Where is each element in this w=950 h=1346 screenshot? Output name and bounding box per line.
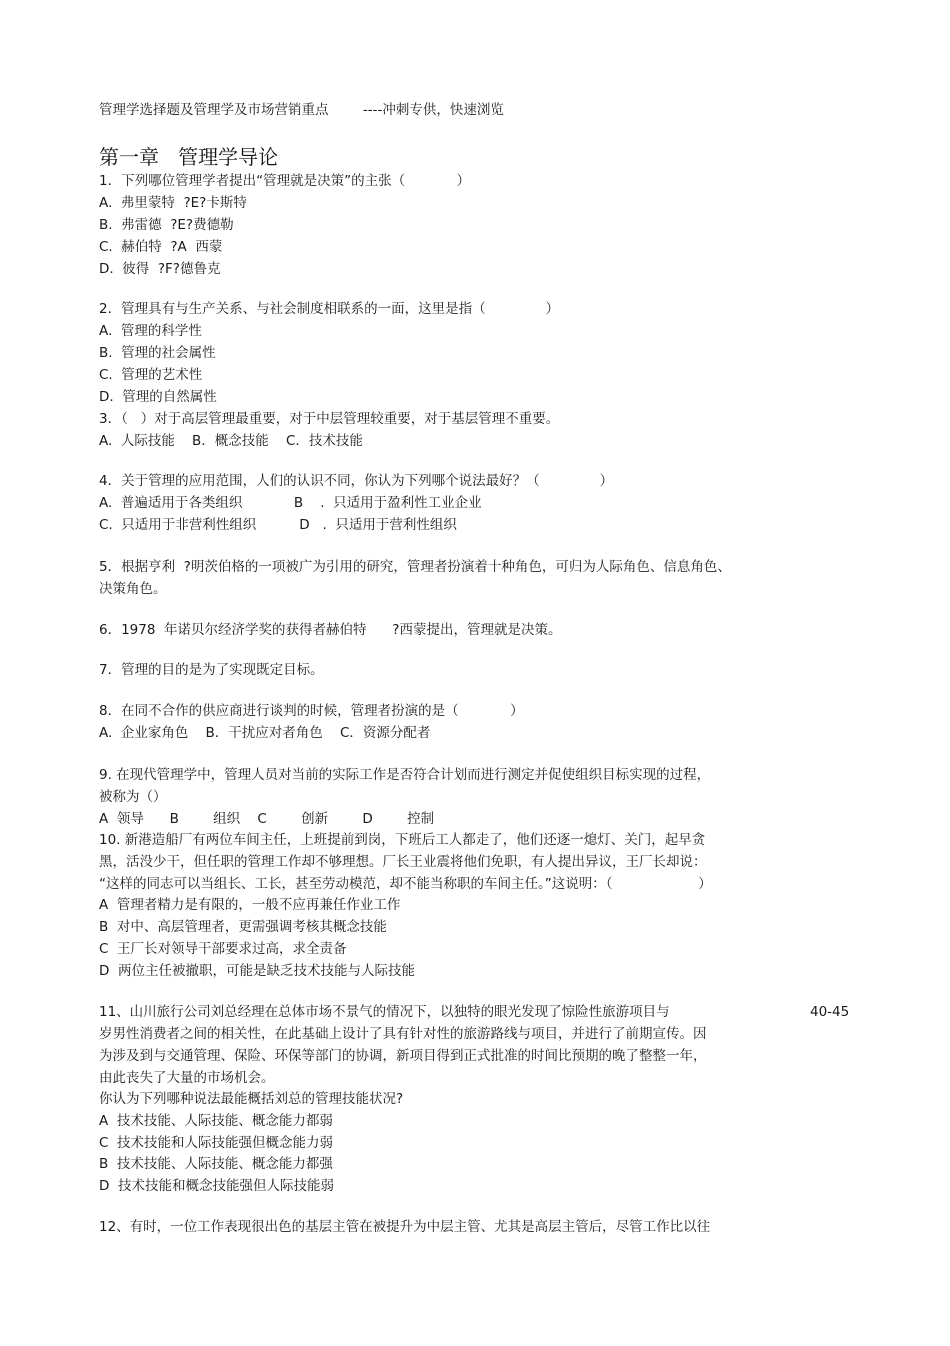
option-line: A. 弗里蒙特 ?E?卡斯特 (99, 195, 247, 211)
option-line: A 技术技能、人际技能、概念能力都弱 (99, 1113, 333, 1129)
question-8: 8．在同不合作的供应商进行谈判的时候，管理者扮演的是（ ） (99, 703, 524, 719)
question-11-cont: 为涉及到与交通管理、保险、环保等部门的协调，新项目得到正式批准的时间比预期的晚了整整一年， (99, 1048, 707, 1064)
option-line: D. 彼得 ?F?德鲁克 (99, 261, 221, 277)
question-2: 2．管理具有与生产关系、与社会制度相联系的一面，这里是指（ ） (99, 301, 560, 317)
option-line: B. 管理的社会属性 (99, 345, 216, 361)
option-line: B. 弗雷德 ?E?费德勒 (99, 217, 234, 233)
option-line: B 技术技能、人际技能、概念能力都强 (99, 1156, 333, 1172)
option-line: C 技术技能和人际技能强但概念能力弱 (99, 1135, 334, 1151)
option-line: C 王厂长对领导干部要求过高，求全责备 (99, 941, 347, 957)
statement-5: 5．根据亨利 ?明茨伯格的一项被广为引用的研究，管理者扮演着十种角色，可归为人际角色、信息角色、 (99, 559, 731, 575)
question-11-prompt: 你认为下列哪种说法最能概括刘总的管理技能状况? (99, 1091, 404, 1107)
option-line: D. 管理的自然属性 (99, 389, 217, 405)
question-12: 12、有时，一位工作表现很出色的基层主管在被提升为中层主管、尤其是高层主管后，尽管工作比以往 (99, 1219, 711, 1235)
option-line: A. 人际技能 B．概念技能 C．技术技能 (99, 433, 363, 449)
question-10-cont: “这样的同志可以当组长、工长，甚至劳动模范，却不能当称职的车间主任。”这说明：（ ） (99, 876, 712, 892)
option-line: C. 只适用于非营利性组织 D . 只适用于营利性组织 (99, 517, 457, 533)
option-line: C. 赫伯特 ?A 西蒙 (99, 239, 223, 255)
question-11-cont: 岁男性消费者之间的相关性，在此基础上设计了具有针对性的旅游路线与项目，并进行了前期宣传。因 (99, 1026, 707, 1042)
option-line: A 管理者精力是有限的，一般不应再兼任作业工作 (99, 897, 401, 913)
statement-5-cont: 决策角色。 (99, 581, 167, 597)
option-line: A 领导 B 组织 C 创新 D 控制 (99, 811, 435, 827)
question-3: 3．（ ）对于高层管理最重要，对于中层管理较重要，对于基层管理不重要。 (99, 411, 560, 427)
option-line: D 两位主任被撤职，可能是缺乏技术技能与人际技能 (99, 963, 415, 979)
chapter-title: 第一章 管理学导论 (99, 145, 279, 169)
age-range-note: 40-45 (810, 1004, 850, 1020)
option-line: C. 管理的艺术性 (99, 367, 203, 383)
statement-6: 6．1978 年诺贝尔经济学奖的获得者赫伯特 ?西蒙提出，管理就是决策。 (99, 622, 562, 638)
option-line: D 技术技能和概念技能强但人际技能弱 (99, 1178, 334, 1194)
option-line: A. 普遍适用于各类组织 B . 只适用于盈利性工业企业 (99, 495, 482, 511)
option-line: B 对中、高层管理者，更需强调考核其概念技能 (99, 919, 387, 935)
option-line: A. 企业家角色 B．干扰应对者角色 C．资源分配者 (99, 725, 431, 741)
question-11: 11、山川旅行公司刘总经理在总体市场不景气的情况下，以独特的眼光发现了惊险性旅游项目与 (99, 1004, 670, 1020)
question-9: 9. 在现代管理学中，管理人员对当前的实际工作是否符合计划而进行测定并促使组织目标实现的过程， (99, 767, 711, 783)
question-4: 4．关于管理的应用范围，人们的认识不同，你认为下列哪个说法最好？（ ） (99, 473, 614, 489)
question-11-cont: 由此丧失了大量的市场机会。 (99, 1070, 275, 1086)
question-1: 1．下列哪位管理学者提出“管理就是决策”的主张（ ） (99, 173, 471, 189)
option-line: A. 管理的科学性 (99, 323, 202, 339)
question-9-cont: 被称为（） (99, 789, 167, 805)
question-10: 10. 新港造船厂有两位车间主任，上班提前到岗，下班后工人都走了，他们还逐一熄灯、关门，起早贪 (99, 832, 706, 848)
statement-7: 7．管理的目的是为了实现既定目标。 (99, 662, 324, 678)
document-header: 管理学选择题及管理学及市场营销重点 ----冲刺专供，快速浏览 (99, 102, 504, 118)
question-10-cont: 黑，活没少干，但任职的管理工作却不够理想。厂长王业震将他们免职，有人提出异议，王厂长却说： (99, 854, 707, 870)
